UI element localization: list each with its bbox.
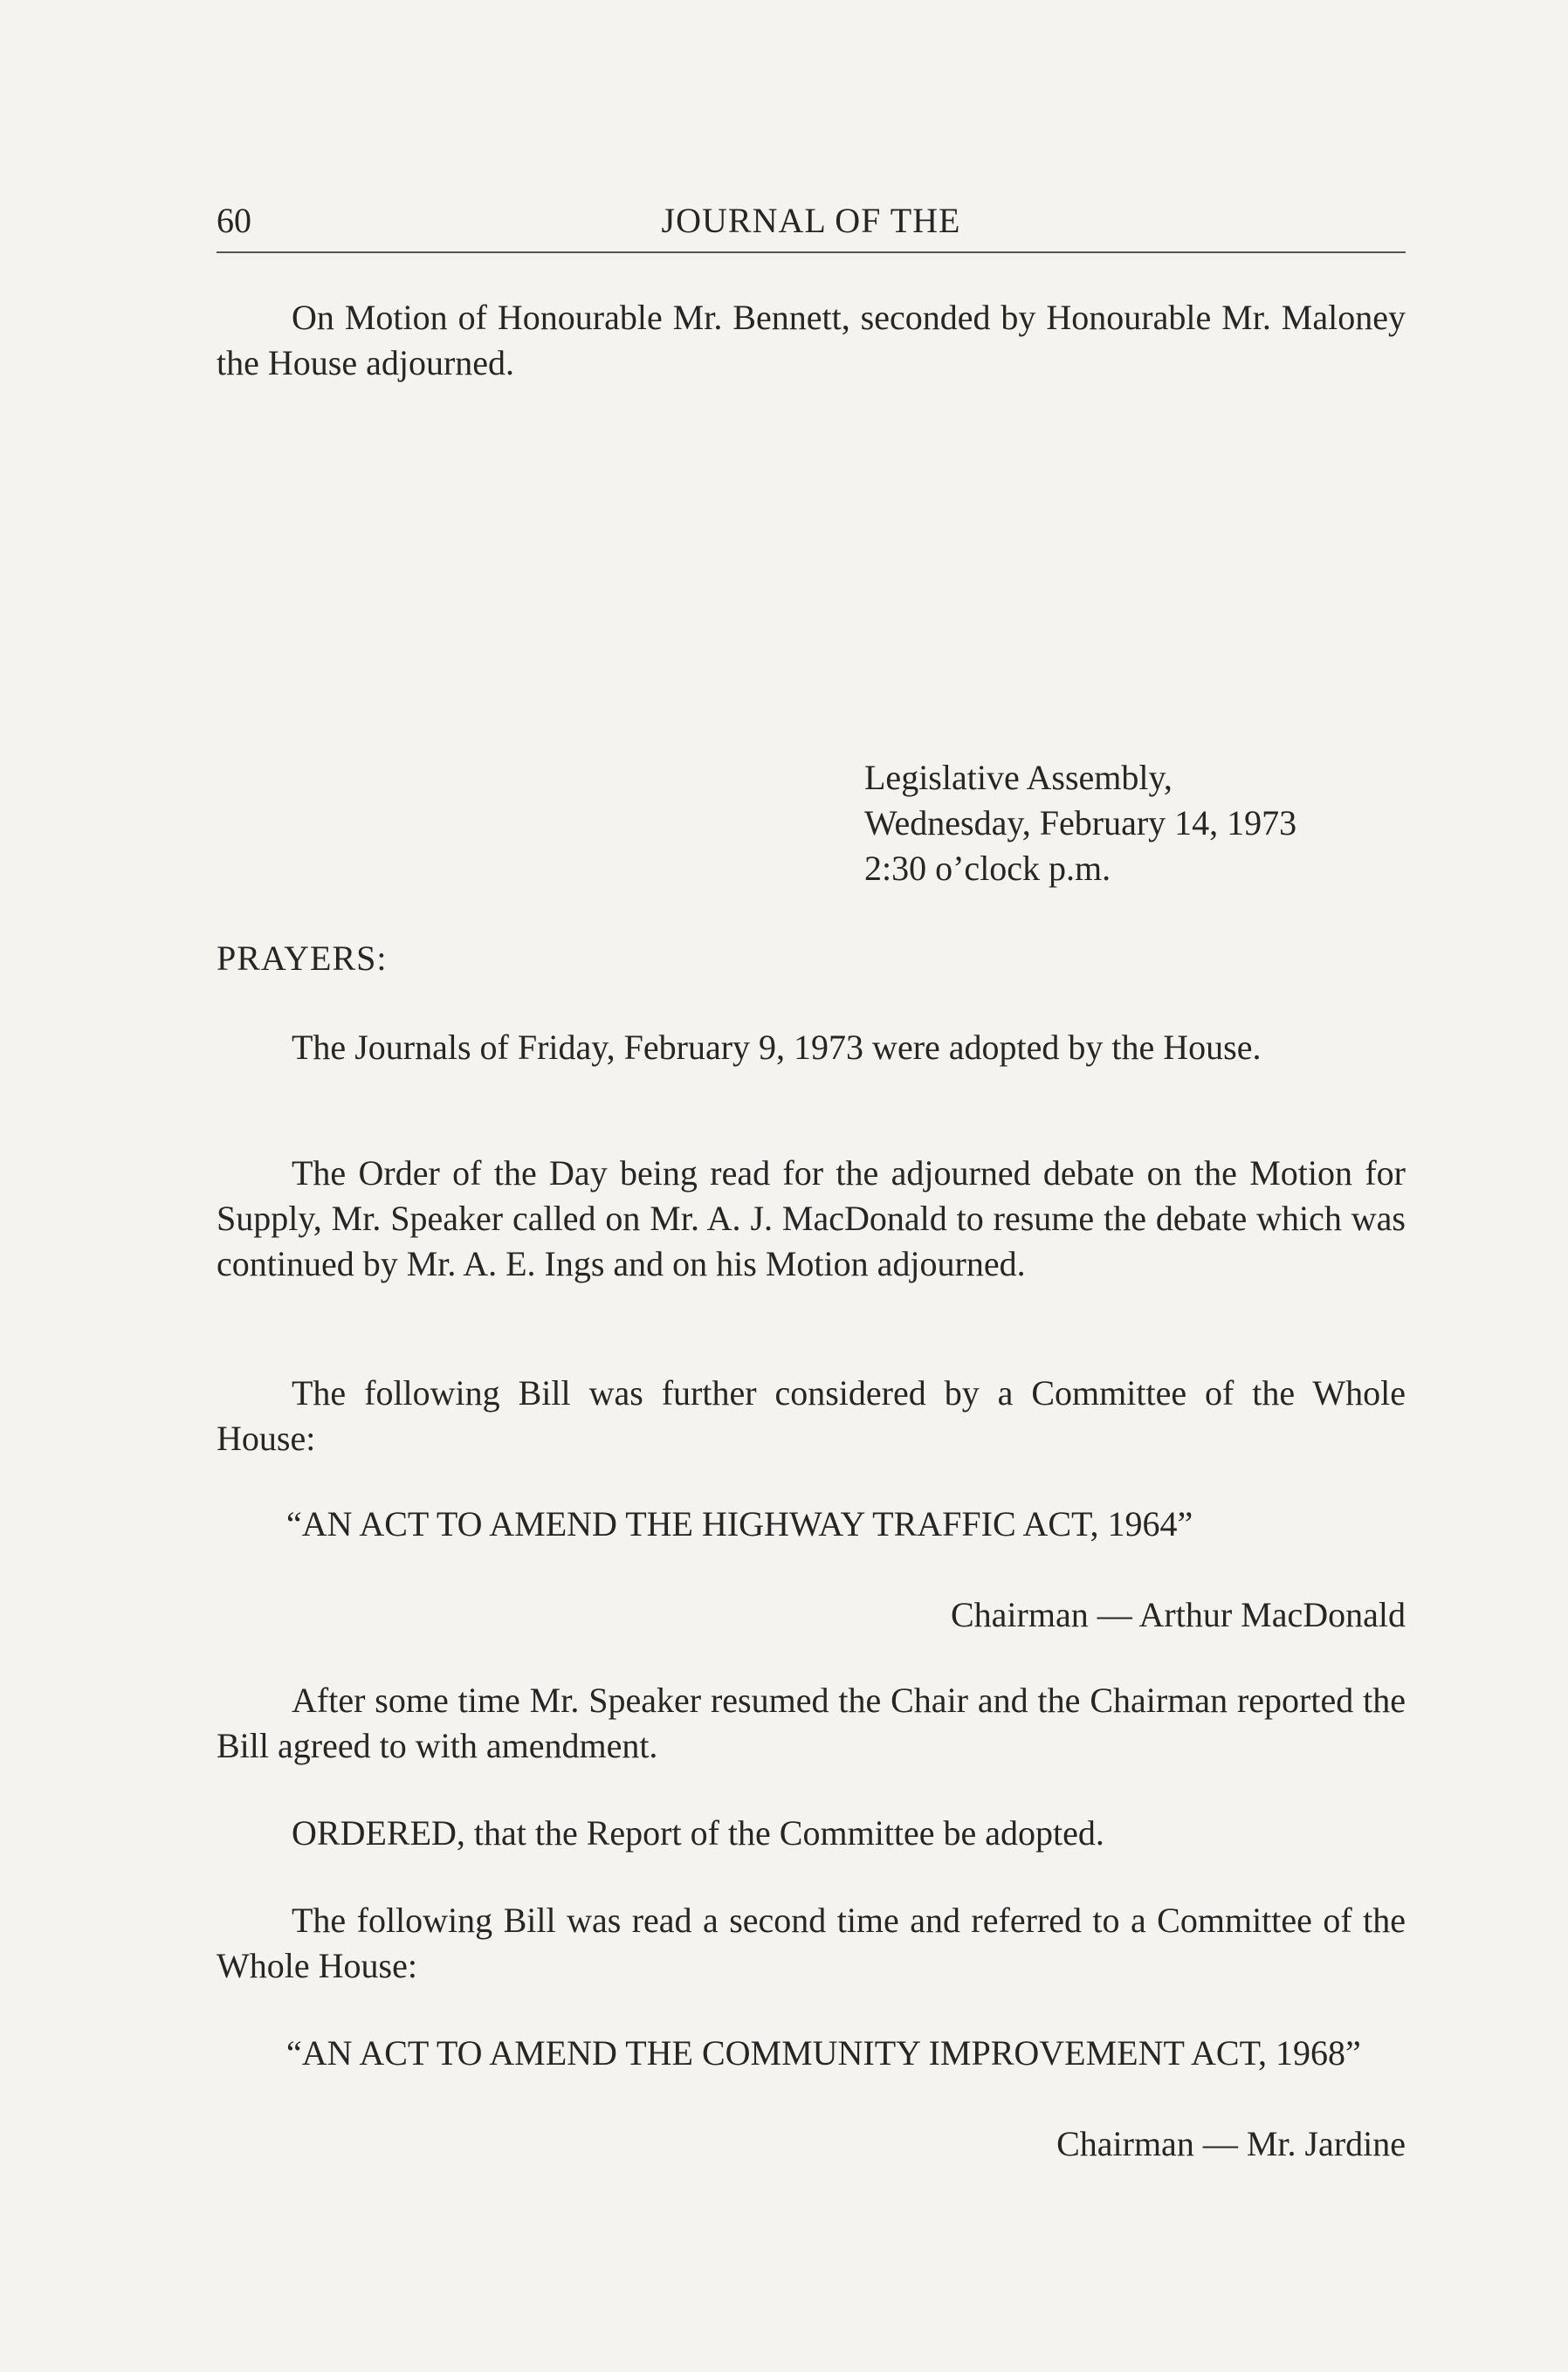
bill-2-title: “AN ACT TO AMEND THE COMMUNITY IMPROVEMENT ACT, 1968”	[286, 2033, 1361, 2073]
page-header	[217, 199, 1406, 253]
journals-paragraph-block	[217, 1025, 1406, 1070]
page-number: 60	[217, 201, 251, 240]
adjournment-paragraph: On Motion of Honourable Mr. Bennett, seconded by Honourable Mr. Maloney the House adjourned.	[217, 298, 1406, 382]
bill-1	[286, 1502, 1406, 1547]
sitting-date-block	[864, 755, 1296, 891]
after-some-time-paragraph-block	[217, 1678, 1406, 1769]
adjournment-paragraph-block	[217, 295, 1406, 386]
order-of-day-paragraph-block	[217, 1151, 1406, 1287]
second-reading-paragraph-block	[217, 1898, 1406, 1989]
journals-paragraph: The Journals of Friday, February 9, 1973 were adopted by the House.	[292, 1028, 1262, 1067]
running-head: JOURNAL OF THE	[661, 201, 961, 240]
bill-1-chairman: Chairman — Arthur MacDonald	[951, 1595, 1406, 1634]
bill-2	[286, 2031, 1406, 2076]
bill-1-title: “AN ACT TO AMEND THE HIGHWAY TRAFFIC ACT, 1964”	[286, 1504, 1193, 1544]
further-considered-paragraph: The following Bill was further considered by a Committee of the Whole House:	[217, 1373, 1406, 1458]
ordered-paragraph: ORDERED, that the Report of the Committee be adopted.	[292, 1813, 1104, 1853]
second-reading-paragraph: The following Bill was read a second time and referred to a Committee of the Whole House:	[217, 1901, 1406, 1985]
sitting-time: 2:30 o’clock p.m.	[864, 849, 1111, 888]
ordered-paragraph-block	[217, 1811, 1406, 1856]
further-considered-paragraph-block	[217, 1371, 1406, 1461]
sitting-date: Wednesday, February 14, 1973	[864, 803, 1297, 842]
order-of-day-paragraph: The Order of the Day being read for the adjourned debate on the Motion for Supply, Mr. Speaker called on Mr. A. J. MacDonald to resume the debate which was continued by Mr. A. E. Ings and on his Motion adjourned.	[217, 1153, 1406, 1283]
prayers-heading: PRAYERS:	[217, 938, 388, 978]
sitting-assembly: Legislative Assembly,	[864, 758, 1173, 797]
bill-2-chairman: Chairman — Mr. Jardine	[1056, 2124, 1406, 2163]
after-some-time-paragraph: After some time Mr. Speaker resumed the Chair and the Chairman reported the Bill agreed to with amendment.	[217, 1681, 1406, 1765]
